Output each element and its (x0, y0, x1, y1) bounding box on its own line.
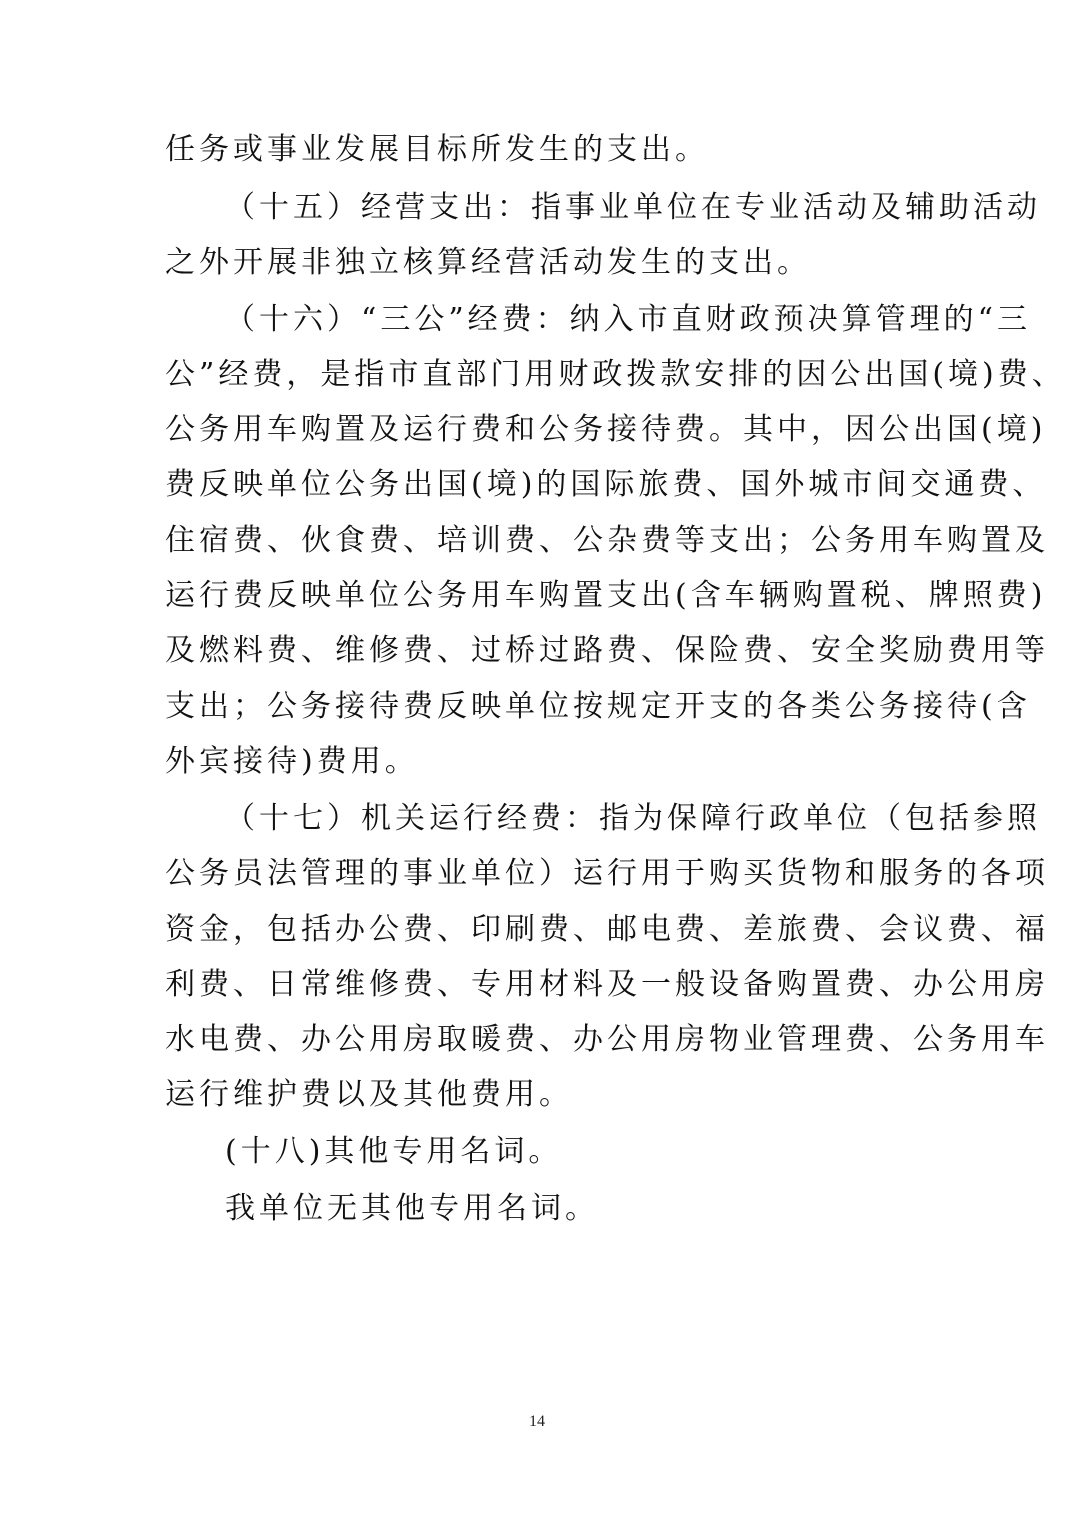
text-line: 之外开展非独立核算经营活动发生的支出。 (165, 245, 811, 280)
text-line: 任务或事业发展目标所发生的支出。 (165, 132, 709, 167)
text-line: 费反映单位公务出国(境)的国际旅费、国外城市间交通费、 (165, 467, 1047, 502)
text-line: 支出；公务接待费反映单位按规定开支的各类公务接待(含 (165, 689, 1031, 724)
text-line: 运行费反映单位公务用车购置支出(含车辆购置税、牌照费) (165, 578, 1047, 613)
page-number: 14 (529, 1413, 545, 1430)
text-line: （十六）“三公”经费：纳入市直财政预决算管理的“三 (225, 302, 1032, 337)
text-line: （十七）机关运行经费：指为保障行政单位（包括参照 (225, 801, 1041, 836)
text-line: 公”经费，是指市直部门用财政拨款安排的因公出国(境)费、 (165, 357, 1066, 392)
text-line: 公务员法管理的事业单位）运行用于购买货物和服务的各项 (165, 856, 1049, 891)
text-line: 利费、日常维修费、专用材料及一般设备购置费、办公用房 (165, 967, 1049, 1002)
text-line: 水电费、办公用房取暖费、办公用房物业管理费、公务用车 (165, 1022, 1049, 1057)
text-line: 运行维护费以及其他费用。 (165, 1077, 573, 1112)
text-line: 住宿费、伙食费、培训费、公杂费等支出；公务用车购置及 (165, 523, 1049, 558)
text-line: 公务用车购置及运行费和公务接待费。其中，因公出国(境) (165, 412, 1047, 447)
text-line: 我单位无其他专用名词。 (225, 1191, 599, 1226)
text-line: 外宾接待)费用。 (165, 744, 419, 779)
text-line: 及燃料费、维修费、过桥过路费、保险费、安全奖励费用等 (165, 633, 1049, 668)
text-line: 资金，包括办公费、印刷费、邮电费、差旅费、会议费、福 (165, 912, 1049, 947)
text-line: （十五）经营支出：指事业单位在专业活动及辅助活动 (225, 190, 1041, 225)
section-heading: (十八)其他专用名词。 (225, 1134, 563, 1169)
